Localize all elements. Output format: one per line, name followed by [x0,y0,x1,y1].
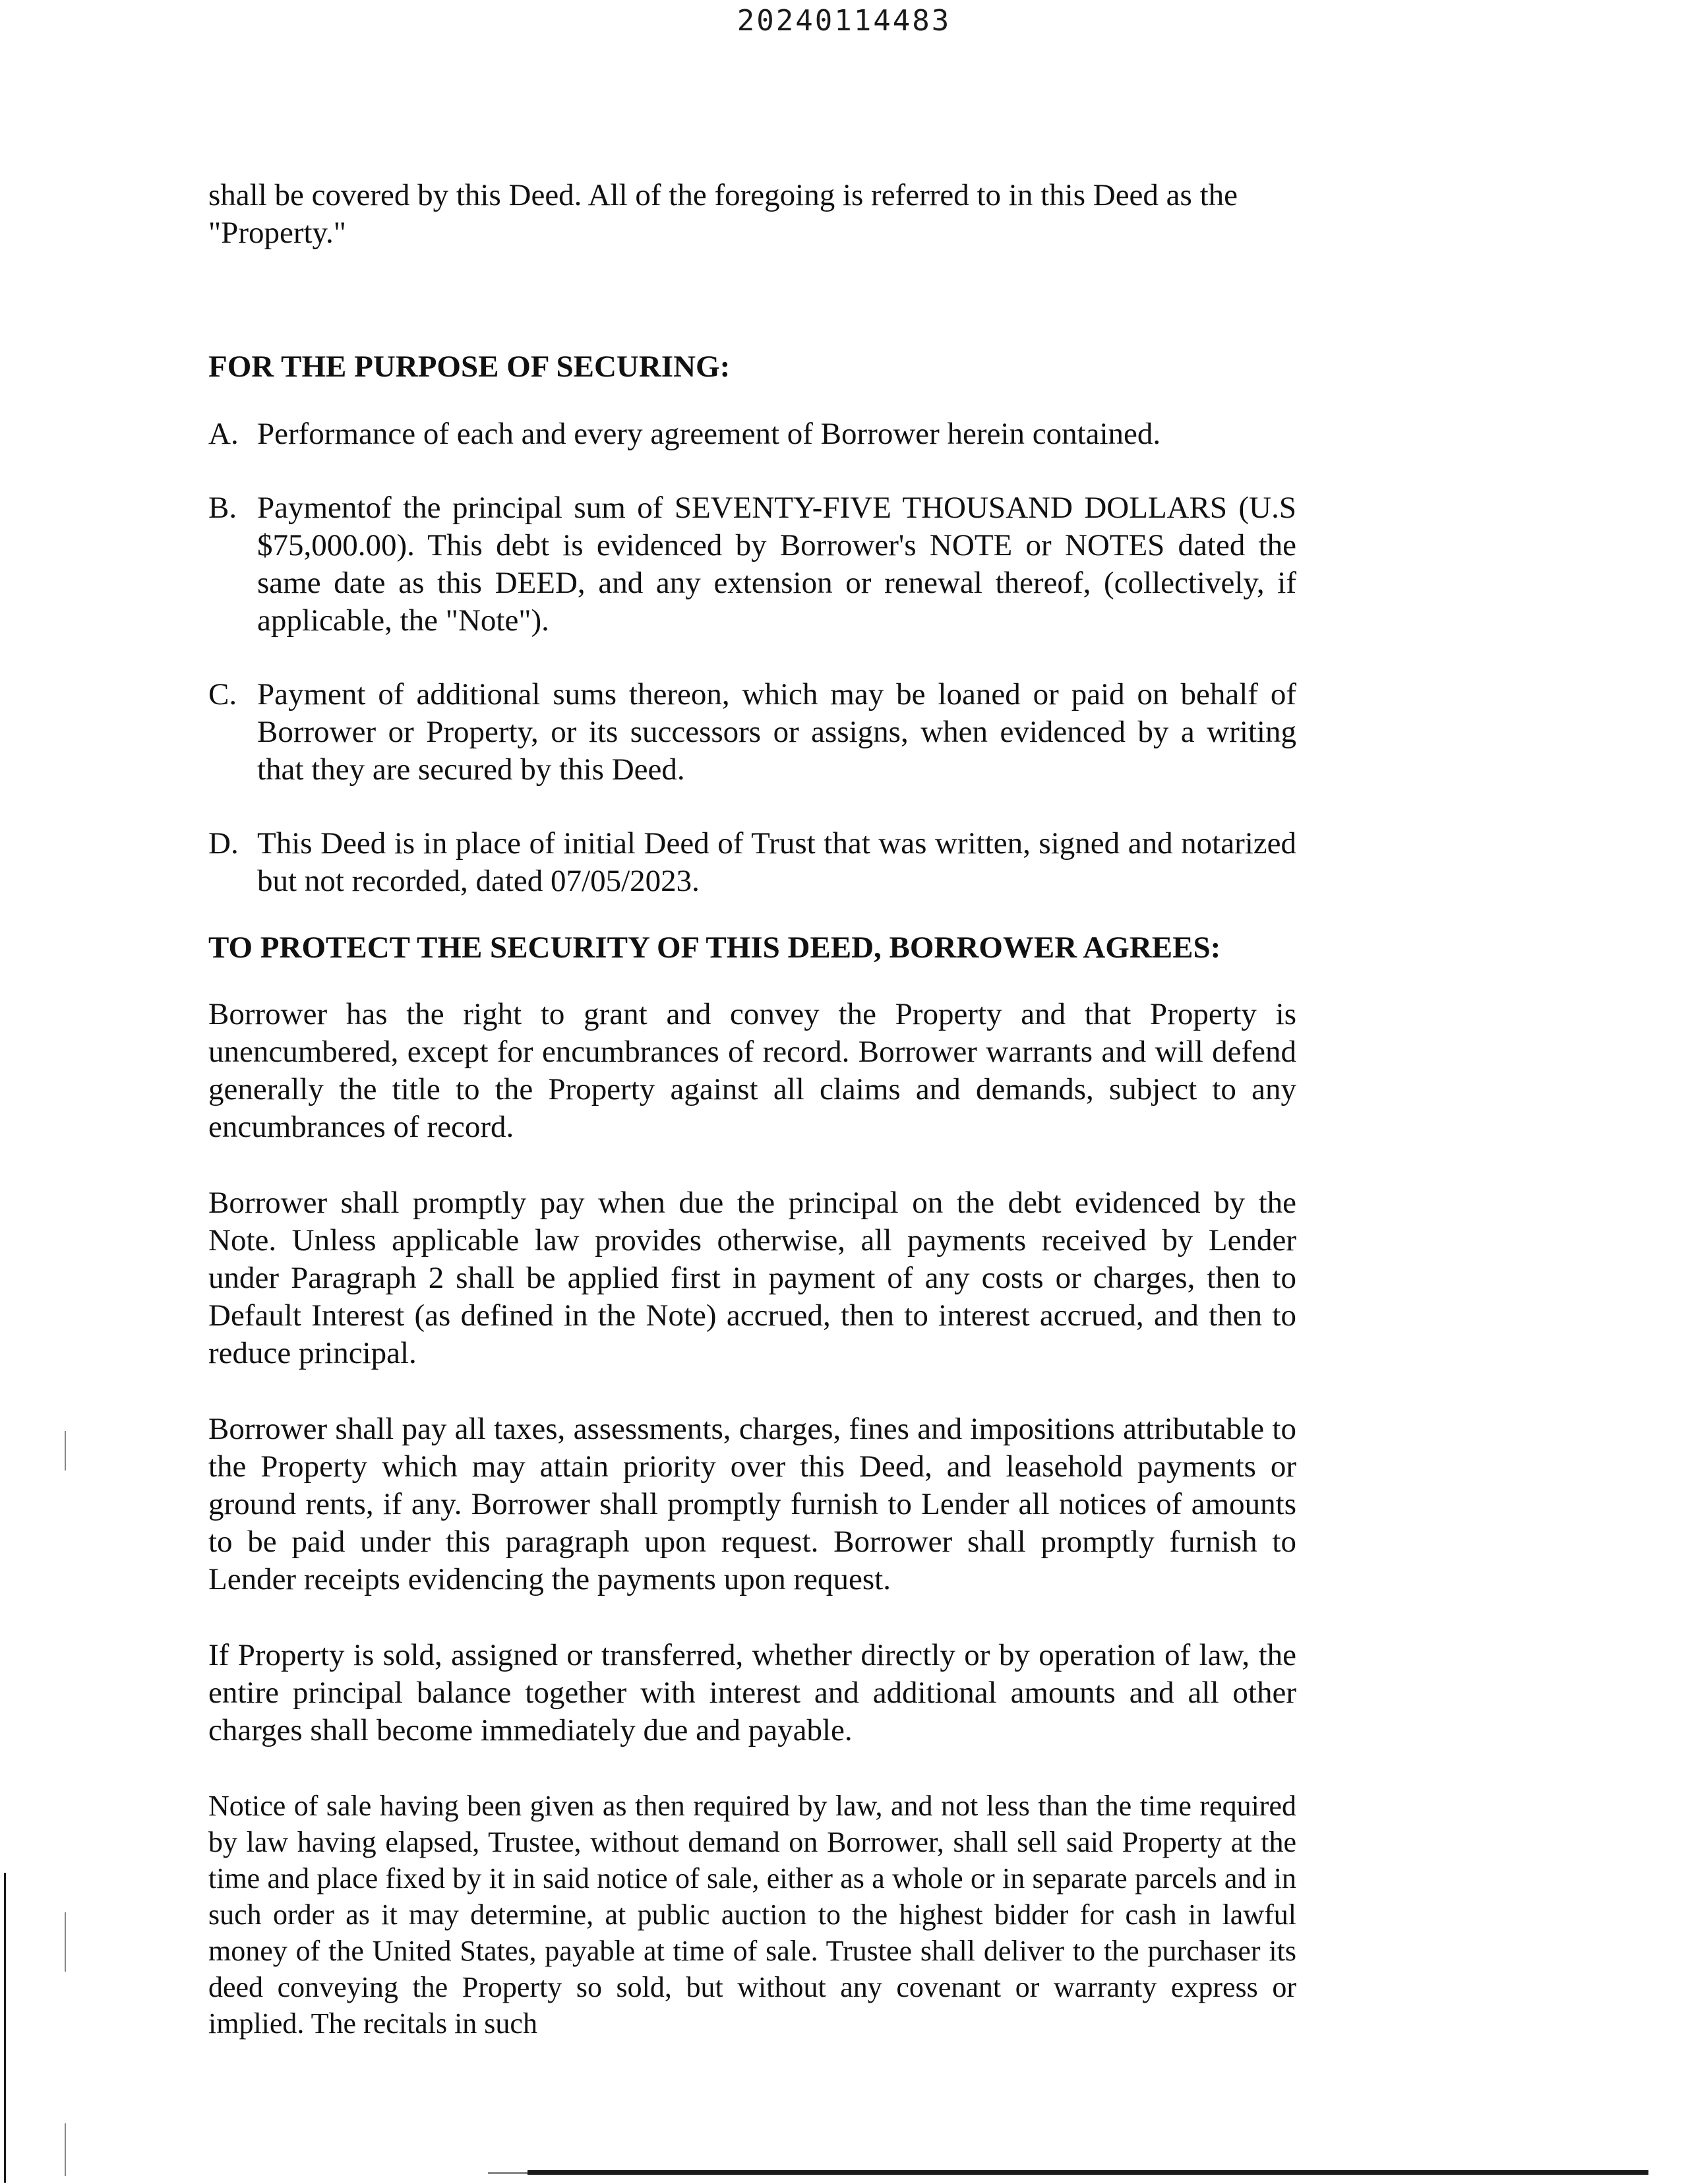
paragraph-due-on-sale: If Property is sold, assigned or transferred, whether directly or by operation of law, the entire principal balance together with interest and additional amounts and all other charges shall become immediately due and payable. [208,1638,1296,1747]
clause-a [208,415,1296,453]
clause-letter: B. [208,491,237,525]
clause-c [208,676,1296,789]
clause-text: Performance of each and every agreement of Borrower herein contained. [257,417,1161,451]
clause-b [208,489,1296,640]
scan-bottom-rule [528,2170,1648,2175]
paragraph-notice-of-sale: Notice of sale having been given as then required by law, and not less than the time required by law having elapsed, Trustee, without demand on Borrower, shall sell said Property at the time and place fixed by it in said notice of sale, either as a whole or in separate parcels and in such order as it may determine, at public auction to the highest bidder for cash in lawful money of the United States, payable at time of sale. Trustee shall deliver to the purchaser its deed conveying the Property so sold, but without any covenant or warranty express or implied. The recitals in such [208,1790,1296,2040]
scan-dash-mark [65,2123,66,2176]
scan-dash-mark [65,1431,66,1471]
intro-paragraph: shall be covered by this Deed. All of the foregoing is referred to in this Deed as the "Property." [208,178,1238,250]
clause-text: Paymentof the principal sum of SEVENTY-FIVE THOUSAND DOLLARS (U.S $75,000.00). This debt is evidenced by Borrower's NOTE or NOTES dated the same date as this DEED, and any extension or renewal thereof, (collectively, if applicable, the "Note"). [257,491,1296,638]
section-heading-purpose: FOR THE PURPOSE OF SECURING: [208,349,731,384]
scan-bottom-rule-fade [488,2172,528,2174]
paragraph-payment-application: Borrower shall promptly pay when due the principal on the debt evidenced by the Note. Unless applicable law provides otherwise, all payments received by Lender under Paragraph 2 shall be applied first in payment of any costs or charges, then to Default Interest (as defined in the Note) accrued, then to interest accrued, and then to reduce principal. [208,1186,1296,1370]
deed-page-body [208,177,1296,2042]
scan-dash-mark [65,1912,66,1972]
paragraph-title-warranty: Borrower has the right to grant and convey the Property and that Property is unencumbered, except for encumbrances of record. Borrower warrants and will defend generally the title to the Property against all claims and demands, subject to any encumbrances of record. [208,997,1296,1144]
paragraph-taxes-charges: Borrower shall pay all taxes, assessments, charges, fines and impositions attributable to the Property which may attain priority over this Deed, and leasehold payments or ground rents, if any. Borrower shall promptly furnish to Lender all notices of amounts to be paid under this paragraph upon request. Borrower shall promptly furnish to Lender receipts evidencing the payments upon request. [208,1412,1296,1596]
clause-text: This Deed is in place of initial Deed of Trust that was written, signed and notarized but not recorded, dated 07/05/2023. [257,826,1296,898]
purpose-clause-list [208,415,1296,900]
scan-left-edge-line [4,1873,6,2183]
clause-letter: C. [208,677,237,712]
clause-d [208,825,1296,900]
clause-letter: D. [208,826,239,861]
section-heading-protect-security: TO PROTECT THE SECURITY OF THIS DEED, BORROWER AGREES: [208,930,1221,965]
clause-letter: A. [208,417,239,451]
clause-text: Payment of additional sums thereon, which may be loaned or paid on behalf of Borrower or Property, or its successors or assigns, when evidenced by a writing that they are secured by this Deed. [257,677,1296,787]
document-number: 20240114483 [737,4,951,38]
